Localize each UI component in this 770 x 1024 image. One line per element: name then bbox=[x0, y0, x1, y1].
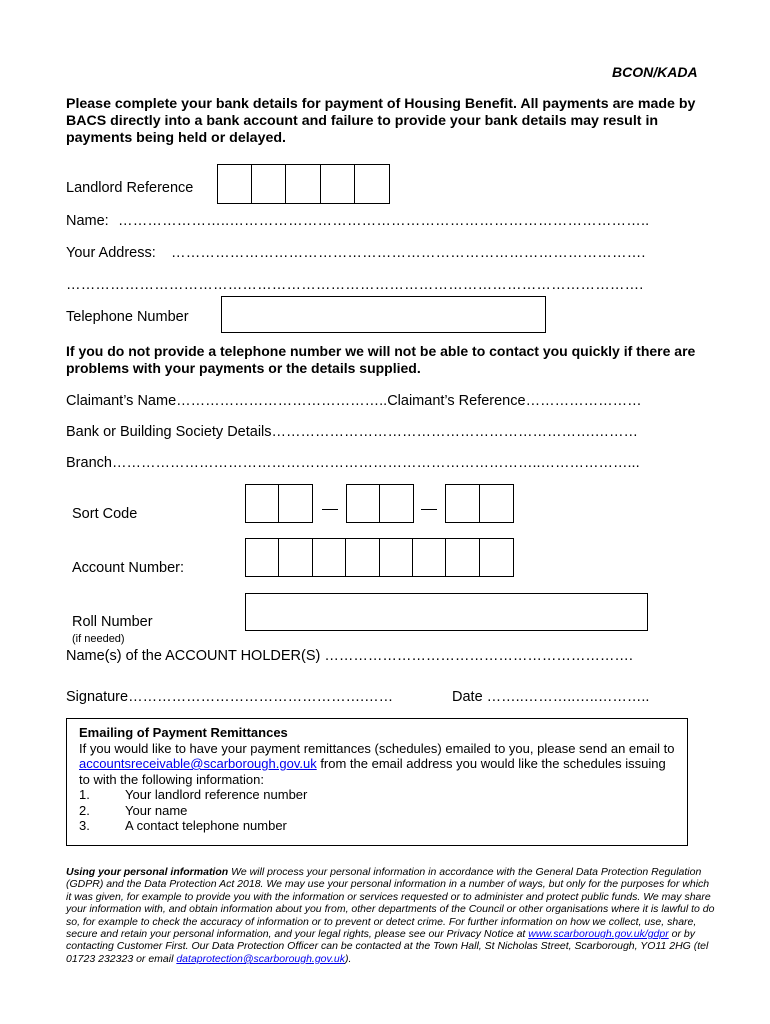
sort-code-cell[interactable] bbox=[246, 485, 279, 522]
list-item-number: 3. bbox=[79, 818, 90, 833]
bank-row bbox=[66, 424, 638, 440]
claimant-name-row bbox=[66, 393, 642, 409]
branch-label: Branch bbox=[66, 455, 112, 471]
privacy-text-3: ). bbox=[345, 952, 352, 965]
account-number-cell[interactable] bbox=[413, 539, 446, 576]
sort-code-cell[interactable] bbox=[380, 485, 413, 522]
landlord-reference-input[interactable] bbox=[217, 164, 390, 204]
date-row bbox=[452, 689, 649, 705]
privacy-heading: Using your personal information bbox=[66, 866, 229, 878]
privacy-text-1: We will process your personal information in accordance with the General Data Protection Regulation (GDPR) and the Data Protection Act 2018. We may use your personal information in a number of ways, but only for the purposes for which it was given, for example to provide you with the information or services requested or to administer and protect public funds. We may share your information with, and obtain information about you from, other departments of the Council or other organisations where it is lawful to do so, for example to check the accuracy of information or to prevent or detect crime. For further information on how we collect, use, share, secure and retain your personal information, and your legal rights, please see our Privacy Notice at bbox=[66, 866, 715, 941]
date-field[interactable]: ……..………..…..……….. bbox=[486, 689, 650, 705]
signature-field[interactable]: ………………………………………….…… bbox=[128, 689, 394, 705]
account-holder-field[interactable]: ………………………………………………………. bbox=[324, 648, 633, 664]
emailing-info-list bbox=[79, 787, 677, 834]
list-item-text: Your name bbox=[125, 802, 188, 818]
account-number-cell[interactable] bbox=[346, 539, 379, 576]
sort-code-part-2[interactable] bbox=[346, 484, 414, 523]
emailing-text-after: from the email address you would like the schedules issuing to with the following information: bbox=[79, 756, 666, 787]
account-number-label: Account Number: bbox=[72, 560, 185, 576]
signature-row bbox=[66, 689, 393, 705]
bank-label: Bank or Building Society Details bbox=[66, 424, 272, 440]
list-item-number: 2. bbox=[79, 802, 90, 818]
account-number-cell[interactable] bbox=[480, 539, 513, 576]
landlord-reference-cell[interactable] bbox=[218, 165, 252, 203]
account-number-cell[interactable] bbox=[313, 539, 346, 576]
landlord-reference-cell[interactable] bbox=[286, 165, 320, 203]
sort-code-cell[interactable] bbox=[446, 485, 480, 522]
claimant-reference-label: Claimant’s Reference bbox=[387, 393, 526, 409]
list-item bbox=[79, 818, 677, 834]
landlord-reference-cell[interactable] bbox=[355, 165, 389, 203]
data-protection-email-link[interactable]: dataprotection@scarborough.gov.uk bbox=[176, 952, 345, 965]
emailing-remittances-box bbox=[66, 718, 688, 846]
intro-text: Please complete your bank details for payment of Housing Benefit. All payments are made by BACS directly into a bank account and failure to provide your bank details may result in payments being held or delayed. bbox=[66, 96, 696, 146]
emailing-text bbox=[79, 741, 677, 788]
sort-code-separator bbox=[421, 509, 437, 510]
branch-field[interactable]: ……………………………………………………………………………..………………... bbox=[111, 455, 640, 471]
roll-number-note: (if needed) bbox=[72, 633, 125, 645]
account-number-cell[interactable] bbox=[446, 539, 479, 576]
bank-field[interactable]: ………………………………………………………….……… bbox=[271, 424, 639, 440]
privacy-notice bbox=[66, 866, 716, 965]
sort-code-cell[interactable] bbox=[279, 485, 312, 522]
roll-number-input[interactable] bbox=[245, 593, 648, 631]
sort-code-separator bbox=[322, 509, 338, 510]
sort-code-cell[interactable] bbox=[347, 485, 380, 522]
account-number-input[interactable] bbox=[245, 538, 514, 577]
claimant-name-field[interactable]: …………………………………….. bbox=[176, 393, 388, 409]
list-item-number: 1. bbox=[79, 787, 90, 802]
landlord-reference-cell[interactable] bbox=[321, 165, 355, 203]
claimant-name-label: Claimant’s Name bbox=[66, 393, 177, 409]
address-field-line1[interactable]: ……………………………………………………………………………………. bbox=[171, 245, 646, 261]
landlord-reference-label: Landlord Reference bbox=[66, 180, 194, 196]
telephone-label: Telephone Number bbox=[66, 309, 189, 325]
gdpr-link[interactable]: www.scarborough.gov.uk/gdpr bbox=[528, 928, 669, 941]
address-field-line2[interactable]: ………………………………………………………………………………………………………. bbox=[66, 277, 644, 293]
privacy-text-2: or by contacting Customer First. Our Data Protection Officer can be contacted at the Town Hall, St Nicholas Street, Scarborough, YO11 2HG (tel 01723 232323 or email bbox=[66, 928, 709, 965]
claimant-reference-field[interactable]: …………………… bbox=[525, 393, 642, 409]
list-item-text: A contact telephone number bbox=[125, 818, 287, 833]
branch-row bbox=[66, 455, 640, 471]
list-item bbox=[79, 803, 677, 819]
address-label: Your Address: bbox=[66, 245, 156, 261]
sort-code-part-1[interactable] bbox=[245, 484, 313, 523]
emailing-title: Emailing of Payment Remittances bbox=[79, 725, 288, 740]
emailing-text-before: If you would like to have your payment remittances (schedules) emailed to you, please send an email to bbox=[79, 740, 675, 756]
sort-code-label: Sort Code bbox=[72, 506, 138, 522]
telephone-warning: If you do not provide a telephone number we will not be able to contact you quickly if there are problems with your payments or the details supplied. bbox=[66, 343, 696, 376]
account-number-cell[interactable] bbox=[380, 539, 413, 576]
signature-label: Signature bbox=[66, 689, 129, 705]
landlord-reference-cell[interactable] bbox=[252, 165, 286, 203]
roll-number-label: Roll Number bbox=[72, 614, 153, 630]
accounts-receivable-email-link[interactable]: accountsreceivable@scarborough.gov.uk bbox=[79, 756, 317, 771]
account-holder-label: Name(s) of the ACCOUNT HOLDER(S) bbox=[66, 648, 321, 664]
sort-code-part-3[interactable] bbox=[445, 484, 514, 523]
list-item bbox=[79, 787, 677, 803]
name-field[interactable]: …………………..………………………………………………………………………….. bbox=[118, 213, 650, 229]
name-label: Name: bbox=[66, 213, 109, 229]
telephone-input[interactable] bbox=[221, 296, 546, 333]
account-number-cell[interactable] bbox=[246, 539, 279, 576]
date-label: Date bbox=[452, 689, 483, 705]
form-reference: BCON/KADA bbox=[612, 64, 698, 80]
sort-code-cell[interactable] bbox=[480, 485, 513, 522]
account-number-cell[interactable] bbox=[279, 539, 312, 576]
account-holder-row bbox=[66, 648, 633, 664]
list-item-text: Your landlord reference number bbox=[125, 787, 308, 802]
